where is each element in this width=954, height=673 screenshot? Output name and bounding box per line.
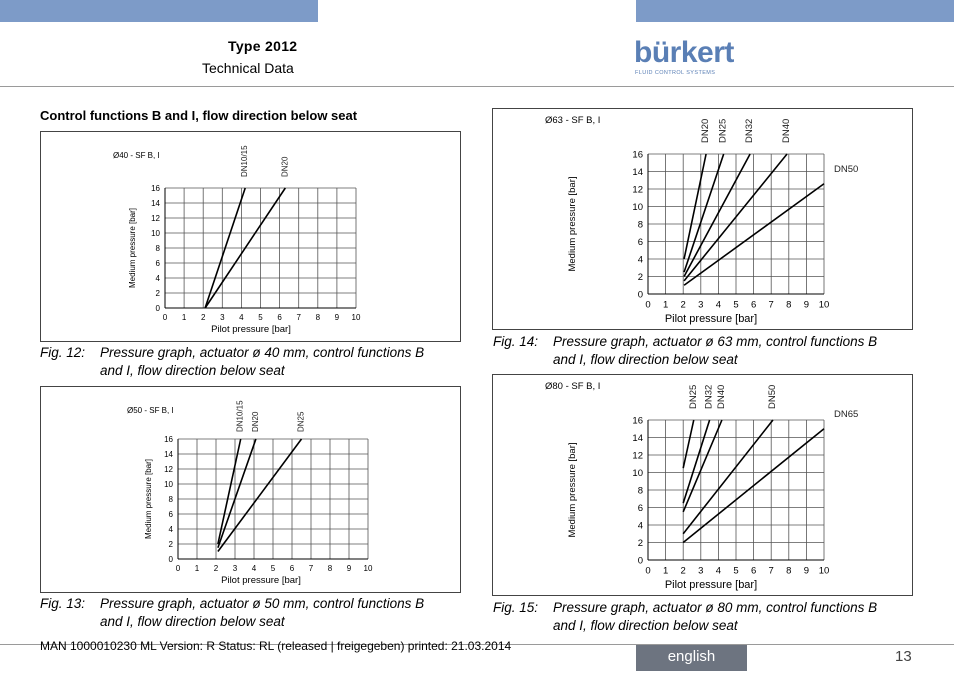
- y-tick-label: 6: [637, 236, 643, 248]
- x-axis-label: Pilot pressure [bar]: [664, 313, 758, 325]
- y-tick-label: 2: [637, 271, 643, 283]
- series-label: DN25: [687, 384, 699, 409]
- caption-fig13-line2: and I, flow direction below seat: [100, 614, 285, 629]
- caption-fig14-number: Fig. 14:: [493, 334, 539, 349]
- x-tick-label: 2: [200, 313, 206, 322]
- series-label: DN40: [715, 384, 727, 409]
- chart-title: Ø80 - SF B, I: [545, 381, 601, 392]
- x-tick-label: 8: [327, 564, 333, 573]
- x-tick-label: 0: [162, 313, 168, 322]
- series-label: DN20: [280, 156, 290, 177]
- series-label: DN25: [717, 118, 729, 143]
- x-tick-label: 1: [181, 313, 187, 322]
- y-tick-label: 0: [168, 554, 173, 564]
- chart-title: Ø50 - SF B, I: [127, 406, 174, 415]
- chart-fig13-svg: [41, 387, 460, 592]
- x-tick-label: 7: [768, 299, 774, 311]
- x-tick-label: 6: [750, 299, 757, 311]
- x-tick-label: 5: [270, 564, 276, 573]
- y-tick-label: 16: [151, 183, 160, 193]
- series-label: DN32: [744, 118, 756, 143]
- document-subtitle: Technical Data: [202, 60, 294, 76]
- x-tick-label: 9: [803, 299, 810, 311]
- y-tick-label: 6: [168, 509, 173, 519]
- x-tick-label: 6: [750, 565, 757, 577]
- x-axis-label: Pilot pressure [bar]: [664, 579, 758, 591]
- y-tick-label: 6: [155, 258, 160, 268]
- y-tick-label: 4: [155, 273, 160, 283]
- x-tick-label: 8: [786, 565, 792, 577]
- x-tick-label: 3: [232, 564, 238, 573]
- x-tick-label: 5: [733, 299, 739, 311]
- caption-fig14: [493, 333, 913, 369]
- caption-fig12: [40, 344, 460, 380]
- y-tick-label: 4: [637, 520, 643, 532]
- y-tick-label: 4: [168, 524, 173, 534]
- x-tick-label: 0: [645, 565, 651, 577]
- series-label: DN32: [703, 384, 715, 409]
- chart-fig12: [40, 131, 461, 342]
- burkert-logo: [634, 38, 734, 78]
- series-label: DN50: [834, 163, 859, 175]
- y-tick-label: 8: [637, 219, 643, 231]
- y-tick-label: 8: [637, 485, 643, 497]
- chart-fig15: [492, 374, 913, 596]
- section-title: Control functions B and I, flow direction below seat: [40, 108, 358, 123]
- y-tick-label: 12: [164, 464, 173, 474]
- caption-fig12-number: Fig. 12:: [40, 345, 86, 360]
- x-tick-label: 4: [251, 564, 257, 573]
- y-tick-label: 16: [632, 149, 643, 161]
- caption-fig12-line2: and I, flow direction below seat: [100, 363, 285, 378]
- x-tick-label: 3: [698, 565, 704, 577]
- series-label: DN10/15: [235, 400, 245, 432]
- chart-fig14: [492, 108, 913, 330]
- y-tick-label: 16: [164, 434, 173, 444]
- series-label: DN50: [766, 384, 778, 409]
- x-tick-label: 5: [258, 313, 263, 322]
- caption-fig14-line1: Pressure graph, actuator ø 63 mm, control functions B: [553, 334, 878, 349]
- y-tick-label: 2: [168, 539, 173, 549]
- x-tick-label: 2: [680, 299, 686, 311]
- chart-fig14-svg: [493, 109, 912, 329]
- x-tick-label: 4: [715, 299, 722, 311]
- y-tick-label: 14: [164, 449, 173, 459]
- caption-fig15: [493, 599, 913, 635]
- y-tick-label: 14: [151, 198, 160, 208]
- x-tick-label: 10: [818, 565, 830, 577]
- chart-title: Ø40 - SF B, I: [113, 151, 160, 160]
- x-tick-label: 1: [194, 564, 200, 573]
- y-tick-label: 8: [168, 494, 173, 504]
- logo-wordmark: bürkert: [634, 36, 734, 69]
- caption-fig13-number: Fig. 13:: [40, 596, 86, 611]
- x-tick-label: 6: [289, 564, 295, 573]
- series-label: DN25: [296, 411, 306, 432]
- caption-fig15-number: Fig. 15:: [493, 600, 539, 615]
- document-type: Type 2012: [228, 38, 298, 54]
- series-line-dn40: [683, 420, 722, 512]
- series-label: DN20: [700, 118, 712, 143]
- y-tick-label: 0: [155, 303, 160, 313]
- chart-title: Ø63 - SF B, I: [545, 115, 601, 126]
- y-tick-label: 6: [637, 502, 643, 514]
- y-tick-label: 0: [637, 289, 643, 301]
- chart-fig13: [40, 386, 461, 593]
- chart-fig15-svg: [493, 375, 912, 595]
- x-tick-label: 9: [346, 564, 352, 573]
- series-line-dn25: [683, 420, 694, 468]
- x-tick-label: 10: [351, 313, 361, 322]
- y-tick-label: 8: [155, 243, 160, 253]
- caption-fig14-line2: and I, flow direction below seat: [553, 352, 738, 367]
- x-tick-label: 9: [803, 565, 810, 577]
- series-line-dn25: [218, 439, 302, 552]
- series-label: DN10/15: [240, 145, 250, 177]
- chart-fig12-svg: [41, 132, 460, 341]
- y-axis-label: Medium pressure [bar]: [128, 207, 137, 289]
- header-bar-left: [0, 0, 318, 22]
- x-tick-label: 0: [645, 299, 651, 311]
- x-tick-label: 7: [296, 313, 301, 322]
- x-tick-label: 8: [786, 299, 792, 311]
- caption-fig15-line1: Pressure graph, actuator ø 80 mm, control functions B: [553, 600, 878, 615]
- x-tick-label: 6: [277, 313, 282, 322]
- y-axis-label: Medium pressure [bar]: [567, 176, 578, 272]
- language-tab: english: [636, 645, 747, 671]
- y-tick-label: 2: [155, 288, 160, 298]
- x-tick-label: 2: [680, 565, 686, 577]
- x-tick-label: 7: [768, 565, 774, 577]
- y-tick-label: 16: [632, 415, 643, 427]
- footer-doc-info: MAN 1000010230 ML Version: R Status: RL (released | freigegeben) printed: 21.03.2014: [40, 639, 512, 653]
- x-tick-label: 10: [818, 299, 830, 311]
- y-tick-label: 12: [632, 184, 643, 196]
- y-tick-label: 4: [637, 254, 643, 266]
- series-line-dn32: [683, 420, 709, 503]
- y-tick-label: 10: [151, 228, 160, 238]
- series-line-dn50: [683, 420, 773, 534]
- y-tick-label: 12: [151, 213, 160, 223]
- caption-fig13-line1: Pressure graph, actuator ø 50 mm, control functions B: [100, 596, 425, 611]
- x-tick-label: 7: [308, 564, 314, 573]
- page-number: 13: [895, 648, 912, 665]
- series-line-dn50: [684, 184, 824, 286]
- x-tick-label: 0: [175, 564, 181, 573]
- x-tick-label: 4: [715, 565, 722, 577]
- caption-fig13: [40, 595, 460, 631]
- caption-fig15-line2: and I, flow direction below seat: [553, 618, 738, 633]
- y-tick-label: 10: [164, 479, 173, 489]
- y-tick-label: 0: [637, 555, 643, 567]
- x-tick-label: 2: [213, 564, 219, 573]
- x-tick-label: 1: [662, 565, 669, 577]
- header-divider: [0, 86, 954, 87]
- y-axis-label: Medium pressure [bar]: [144, 458, 153, 540]
- y-tick-label: 2: [637, 537, 643, 549]
- logo-tagline: FLUID CONTROL SYSTEMS: [635, 70, 716, 76]
- x-axis-label: Pilot pressure [bar]: [211, 324, 291, 335]
- y-tick-label: 10: [632, 201, 643, 213]
- x-tick-label: 8: [315, 313, 321, 322]
- x-tick-label: 5: [733, 565, 739, 577]
- series-label: DN40: [781, 118, 793, 143]
- series-label: DN20: [250, 411, 260, 432]
- x-tick-label: 3: [698, 299, 704, 311]
- x-tick-label: 10: [363, 564, 373, 573]
- series-label: DN65: [834, 408, 859, 420]
- y-tick-label: 10: [632, 467, 643, 479]
- x-tick-label: 3: [220, 313, 225, 322]
- x-tick-label: 4: [239, 313, 244, 322]
- x-tick-label: 9: [334, 313, 340, 322]
- y-tick-label: 14: [632, 166, 643, 178]
- y-tick-label: 12: [632, 450, 643, 462]
- x-tick-label: 1: [662, 299, 669, 311]
- y-axis-label: Medium pressure [bar]: [567, 442, 578, 538]
- y-tick-label: 14: [632, 432, 643, 444]
- caption-fig12-line1: Pressure graph, actuator ø 40 mm, control functions B: [100, 345, 425, 360]
- header-bar-right: [636, 0, 954, 22]
- x-axis-label: Pilot pressure [bar]: [221, 575, 301, 586]
